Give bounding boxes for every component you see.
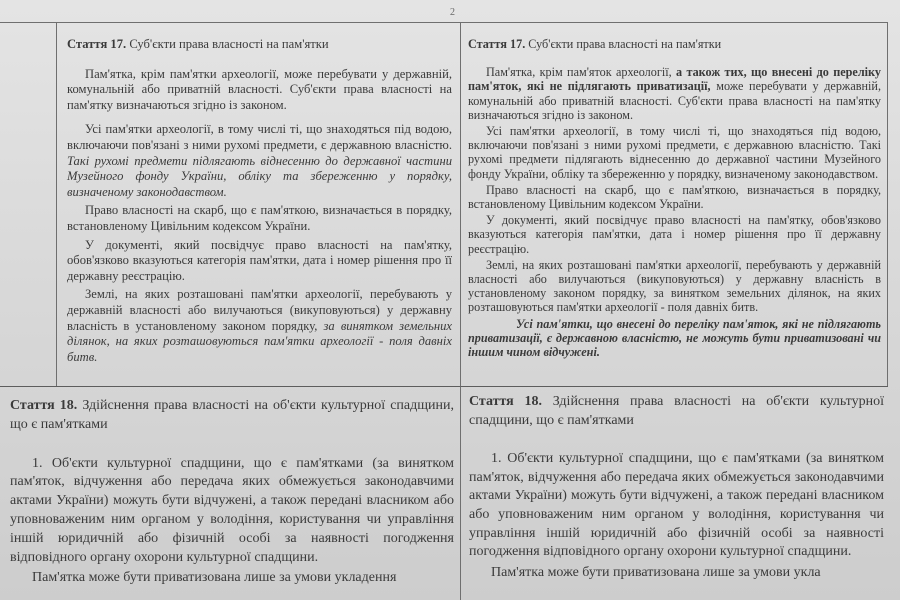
article-number: Стаття 18. — [469, 394, 543, 409]
cell-current-article-18 — [0, 386, 461, 600]
paragraph: У документі, який посвідчує право власності на пам'ятку, обов'язково вказуються категорія пам'ятки, дата і номер рішення про її державну реєстрацію. — [468, 213, 881, 256]
article-title: Суб'єкти права власності на пам'ятки — [129, 37, 329, 51]
comparison-table — [0, 22, 888, 600]
article-title: Суб'єкти права власності на пам'ятки — [528, 37, 722, 51]
paragraph-text: може перебувати у державній, комунальній або приватній власності. Суб'єкти права власності на пам'ятку визначаються згідно із законом. — [468, 79, 881, 122]
bold-italic-inserted-text: Усі пам'ятки, що внесені до переліку пам'яток, які не підлягають приватизації, є державною власністю, не можуть бути приватизовані чи іншим чином відчужені. — [468, 316, 881, 360]
paragraph-text: Землі, на яких розташовані пам'ятки археології, перебувають у державній власності або вилучаються (викуповуються) у державну власність в установленому законом порядку, — [468, 257, 881, 301]
paragraph: Пам'ятка може бути приватизована лише за умови укладення — [32, 570, 397, 586]
paragraph: Право власності на скарб, що є пам'яткою, визначається в порядку, встановленому Цивільним кодексом України. — [67, 203, 452, 233]
paragraph-text: Усі пам'ятки археології, в тому числі ті, що знаходяться під водою, включаючи пов'язані з ними рухомі предмети, є державною власністю. — [67, 122, 452, 152]
paragraph — [67, 287, 452, 365]
paragraph: 1. Об'єкти культурної спадщини, що є пам'ятками (за винятком пам'яток, відчуження або передача яких обмежується законодавчими актами України) можуть бути відчужені, а також передані власником або уповноваженим ним органом у володіння, користування чи управління іншій юридичній або фізичній особі за наявності погодження відповідного органу охорони культурної спадщини. — [469, 451, 884, 560]
article-heading — [469, 393, 884, 430]
paragraph: Право власності на скарб, що є пам'яткою, визначається в порядку, встановленому Цивільним кодексом України. — [468, 182, 881, 212]
page-number: 2 — [450, 7, 455, 18]
article-heading — [10, 397, 454, 435]
article-title: Здійснення права власності на об'єкти культурної спадщини, що є пам'ятками — [10, 398, 454, 432]
paragraph — [468, 124, 881, 181]
bold-inserted-text: а також тих, що внесені до переліку пам'яток, які не підлягають приватизації, — [468, 65, 881, 94]
article-title: Здійснення права власності на об'єкти культурної спадщини, що є пам'ятками — [469, 394, 884, 428]
italic-text: за винятком земельних ділянок, на яких розташовуються пам'ятки археології - поля давніх битв. — [67, 318, 453, 364]
paragraph: Пам'ятка може бути приватизована лише за умови укла — [491, 564, 821, 580]
paragraph — [468, 65, 881, 122]
paragraph — [468, 258, 881, 315]
paragraph-text: Пам'ятка, крім пам'яток археології, — [486, 65, 672, 80]
article-heading — [468, 37, 881, 51]
paragraph-text: Такі рухомі предмети підлягають віднесенню до державної частини Музейного фонду України, обліку та збереженню у порядку, визначеному законодавством. — [468, 138, 882, 181]
paragraph-text: Землі, на яких розташовані пам'ятки археології, перебувають у державній власності або вилучаються (викуповуються) у державну власність в установленому законом порядку, — [67, 287, 452, 333]
paragraph: У документі, який посвідчує право власності на пам'ятку, обов'язково вказуються категорія пам'ятки, дата і номер рішення про її державну реєстрацію. — [67, 237, 452, 283]
paragraph — [468, 317, 881, 360]
cell-proposed-article-17 — [461, 23, 888, 386]
italic-text: Такі рухомі предмети підлягають віднесенню до державної частини Музейного фонду України, обліку та збереженню у порядку, визначеному законодавством. — [67, 153, 452, 199]
paragraph: Пам'ятка, крім пам'ятки археології, може перебувати у державній, комунальній або приватній власності. Суб'єкти права власності на пам'ятку визначаються згідно із законом. — [67, 66, 452, 112]
article-number: Стаття 17. — [468, 37, 526, 51]
article-heading — [67, 37, 452, 53]
paragraph: 1. Об'єкти культурної спадщини, що є пам'ятками (за винятком пам'яток, відчуження або передача яких обмежується законодавчими актами України) можуть бути відчужені, а також передані власником або уповноваженим ним органом у володіння, користування чи управління іншій юридичній або фізичній особі за наявності погодження відповідного органу охорони культурної спадщини. — [10, 455, 454, 565]
article-number: Стаття 17. — [67, 37, 127, 51]
paragraph-text: за винятком земельних ділянок, на яких розташовуються пам'ятки археології - поля давніх битв. — [468, 286, 882, 315]
cell-proposed-article-18 — [461, 386, 888, 600]
paragraph — [67, 122, 452, 200]
article-number: Стаття 18. — [10, 398, 78, 413]
cell-current-article-17 — [56, 23, 461, 386]
paragraph-text: Усі пам'ятки археології, в тому числі ті, що знаходяться під водою, включаючи пов'язані з ними рухомі предмети, є державною власністю. — [468, 124, 881, 153]
